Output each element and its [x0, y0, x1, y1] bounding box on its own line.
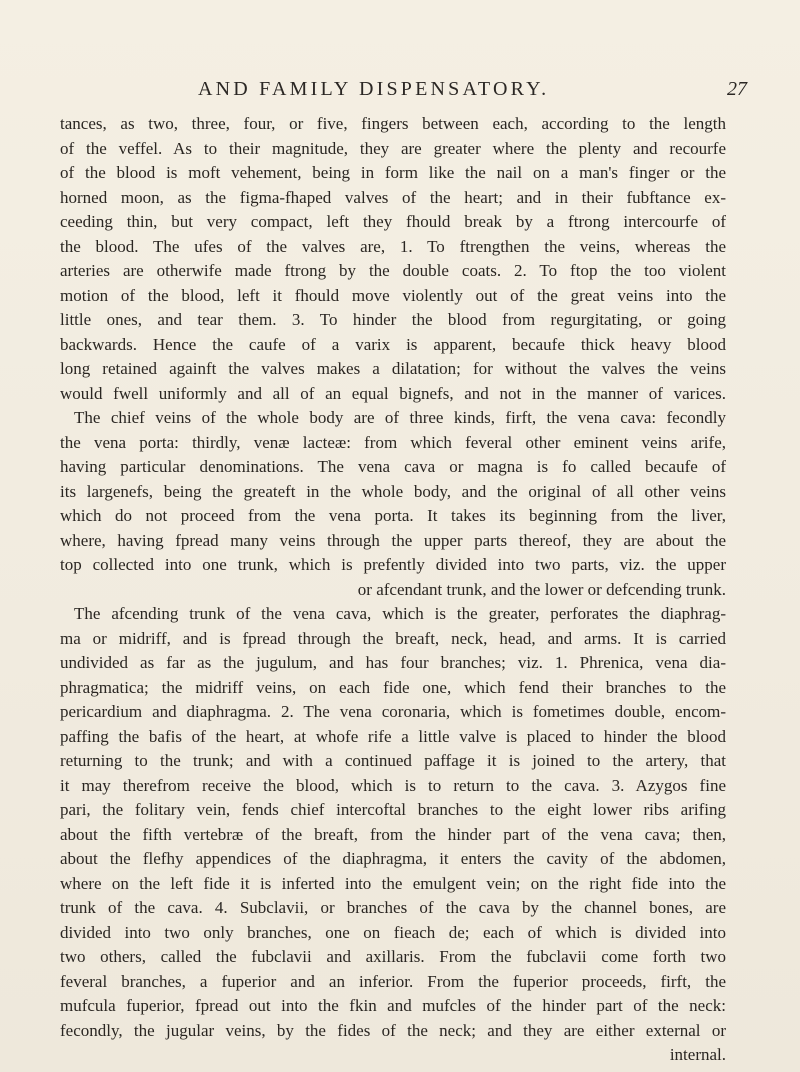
- text-line: it may therefrom receive the blood, which is to return to the cava. 3. Azygos fine: [60, 775, 726, 795]
- page-number: 27: [727, 78, 747, 100]
- body-text: [60, 112, 726, 1068]
- text-line: pericardium and diaphragma. 2. The vena coronaria, which is fometimes double, encom-: [60, 702, 726, 721]
- text-line: where, having fpread many veins through the upper parts thereof, they are about the: [60, 530, 726, 550]
- text-line: mufcula fuperior, fpread out into the fkin and mufcles of the hinder part of the neck:: [60, 996, 726, 1015]
- text-line: two others, called the fubclavii and axillaris. From the fubclavii come forth two: [60, 947, 726, 966]
- text-line: ma or midriff, and is fpread through the breaft, neck, head, and arms. It is carried: [60, 628, 726, 648]
- text-line: its largenefs, being the greateft in the whole body, and the original of all other veins: [60, 481, 726, 501]
- text-line: having particular denominations. The vena cava or magna is fo called becaufe of: [60, 457, 726, 476]
- text-line: which do not proceed from the vena porta. It takes its beginning from the liver,: [60, 506, 726, 525]
- text-line: of the blood is moft vehement, being in form like the nail on a man's finger or the: [60, 163, 726, 182]
- text-line: where on the left fide it is inferted into the emulgent vein; on the right fide into the: [60, 873, 726, 893]
- text-line: long retained againft the valves makes a dilatation; for without the valves the veins: [60, 359, 726, 378]
- text-line: about the fifth vertebræ of the breaft, from the hinder part of the vena cava; then,: [60, 824, 726, 844]
- text-line: ceeding thin, but very compact, left they fhould break by a ftrong intercourfe of: [60, 212, 726, 231]
- text-line: fecondly, the jugular veins, by the fides of the neck; and they are either external or: [60, 1020, 726, 1040]
- text-line: The chief veins of the whole body are of three kinds, firft, the vena cava: fecondly: [74, 408, 726, 427]
- text-line: of the veffel. As to their magnitude, they are greater where the plenty and recourfe: [60, 138, 726, 158]
- text-line: internal.: [669, 1045, 726, 1064]
- text-line: trunk of the cava. 4. Subclavii, or branches of the cava by the channel bones, are: [60, 898, 726, 917]
- text-line: returning to the trunk; and with a continued paffage it is joined to the artery, that: [60, 751, 726, 770]
- text-line: little ones, and tear them. 3. To hinder the blood from regurgitating, or going: [60, 310, 726, 329]
- text-line: The afcending trunk of the vena cava, which is the greater, perforates the diaphrag-: [74, 604, 726, 623]
- text-line: backwards. Hence the caufe of a varix is apparent, becaufe thick heavy blood: [60, 334, 726, 354]
- text-line: would fwell uniformly and all of an equal bignefs, and not in the manner of varices.: [60, 383, 726, 403]
- text-line: the vena porta: thirdly, venæ lacteæ: from which feveral other eminent veins arife,: [60, 432, 726, 452]
- text-line: about the flefhy appendices of the diaphragma, it enters the cavity of the abdomen,: [60, 849, 726, 868]
- text-line: feveral branches, a fuperior and an inferior. From the fuperior proceeds, firft, the: [60, 971, 726, 991]
- text-line: the blood. The ufes of the valves are, 1. To ftrengthen the veins, whereas the: [60, 236, 726, 256]
- text-line: or afcendant trunk, and the lower or defcending trunk.: [357, 579, 726, 599]
- text-line: pari, the folitary vein, fends chief intercoftal branches to the eight lower ribs arifing: [60, 800, 726, 819]
- text-line: horned moon, as the figma-fhaped valves of the heart; and in their fubftance ex-: [60, 187, 726, 207]
- text-line: top collected into one trunk, which is prefently divided into two parts, viz. the upper: [60, 555, 726, 574]
- text-line: paffing the bafis of the heart, at whofe rife a little valve is placed to hinder the blood: [60, 726, 726, 746]
- text-line: tances, as two, three, four, or five, fingers between each, according to the length: [60, 114, 726, 133]
- text-line: divided into two only branches, one on fieach de; each of which is divided into: [60, 922, 726, 942]
- text-line: motion of the blood, left it fhould move violently out of the great veins into the: [60, 285, 726, 305]
- text-line: undivided as far as the jugulum, and has four branches; viz. 1. Phrenica, vena dia-: [60, 653, 726, 672]
- text-line: phragmatica; the midriff veins, on each fide one, which fend their branches to the: [60, 677, 726, 697]
- text-line: arteries are otherwife made ftrong by the double coats. 2. To ftop the too violent: [60, 261, 726, 280]
- running-title: AND FAMILY DISPENSATORY.: [198, 78, 550, 100]
